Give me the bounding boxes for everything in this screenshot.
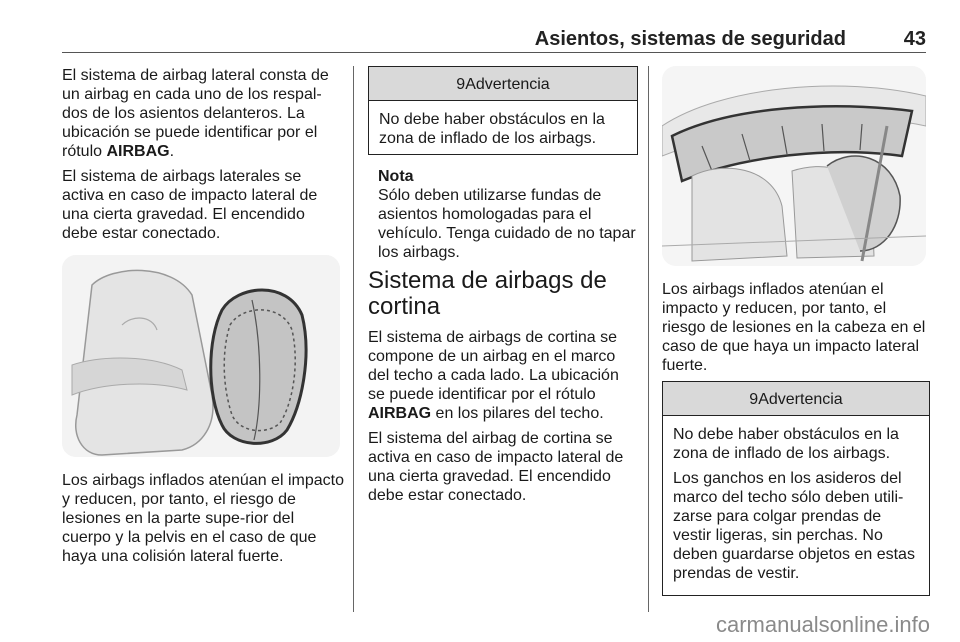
curtain-airbag-illustration [662,66,926,266]
page-header [62,28,926,54]
header-rule [62,52,926,53]
paragraph: El sistema de airbags laterales se activa en caso de impacto lateral de una cierta gravedad. El encendido debe estar conectado. [62,168,318,242]
warning-icon: 9 [749,391,759,408]
warning-header [369,67,637,101]
warning-text: Los ganchos en los asideros del marco del techo sólo deben utili-zarse para colgar prendas de vestir ligeras, sin perchas. No deben guardarse objetos en estas prendas de vestir. [673,470,915,582]
note [378,167,638,262]
warning-body [663,416,929,595]
paragraph: El sistema del airbag de cortina se activa en caso de impacto lateral de una cierta gravedad. El encendido debe estar conectado. [368,430,624,504]
header-title: Asientos, sistemas de seguridad [534,28,846,50]
paragraph: Los airbags inflados atenúan el impacto y reducen, por tanto, el riesgo de lesiones en la cabeza en el caso de que haya un impacto lateral fuerte. [662,281,926,374]
warning-header [663,382,929,416]
paragraph: El sistema de airbags de cortina se compone de un airbag en el marco del techo a cada lado. La ubicación se puede identificar por el rótulo AIRBAG en los pilares del techo. [368,329,619,422]
paragraph: Los airbags inflados atenúan el impacto y reducen, por tanto, el riesgo de lesiones en la parte supe-rior del cuerpo y la pelvis en el caso de que haya una colisión lateral fuerte. [62,472,344,565]
column-1 [62,66,344,572]
note-label: Nota [378,168,414,185]
warning-title: Advertencia [465,76,550,93]
side-airbag-illustration [62,255,340,457]
section-heading: Sistema de airbags de cortina [368,267,607,320]
column-divider [353,66,354,612]
column-divider [648,66,649,612]
column-2 [368,66,638,511]
warning-box [368,66,638,155]
airbag-label: AIRBAG [106,143,170,160]
column-3 [662,66,930,608]
airbag-label: AIRBAG [368,405,432,422]
warning-title: Advertencia [758,391,843,408]
note-text: Sólo deben utilizarse fundas de asientos homologadas para el vehículo. Tenga cuidado de no tapar los airbags. [378,187,636,261]
warning-icon: 9 [456,76,466,93]
paragraph: El sistema de airbag lateral consta de un airbag en cada uno de los respal-dos de los asientos delanteros. La ubicación se puede identificar por el rótulo AIRBAG. [62,67,329,160]
watermark: carmanualsonline.info [715,612,930,637]
warning-box [662,381,930,596]
page-number: 43 [903,28,926,50]
warning-text: No debe haber obstáculos en la zona de inflado de los airbags. [673,426,899,462]
warning-text: No debe haber obstáculos en la zona de inflado de los airbags. [379,111,605,147]
